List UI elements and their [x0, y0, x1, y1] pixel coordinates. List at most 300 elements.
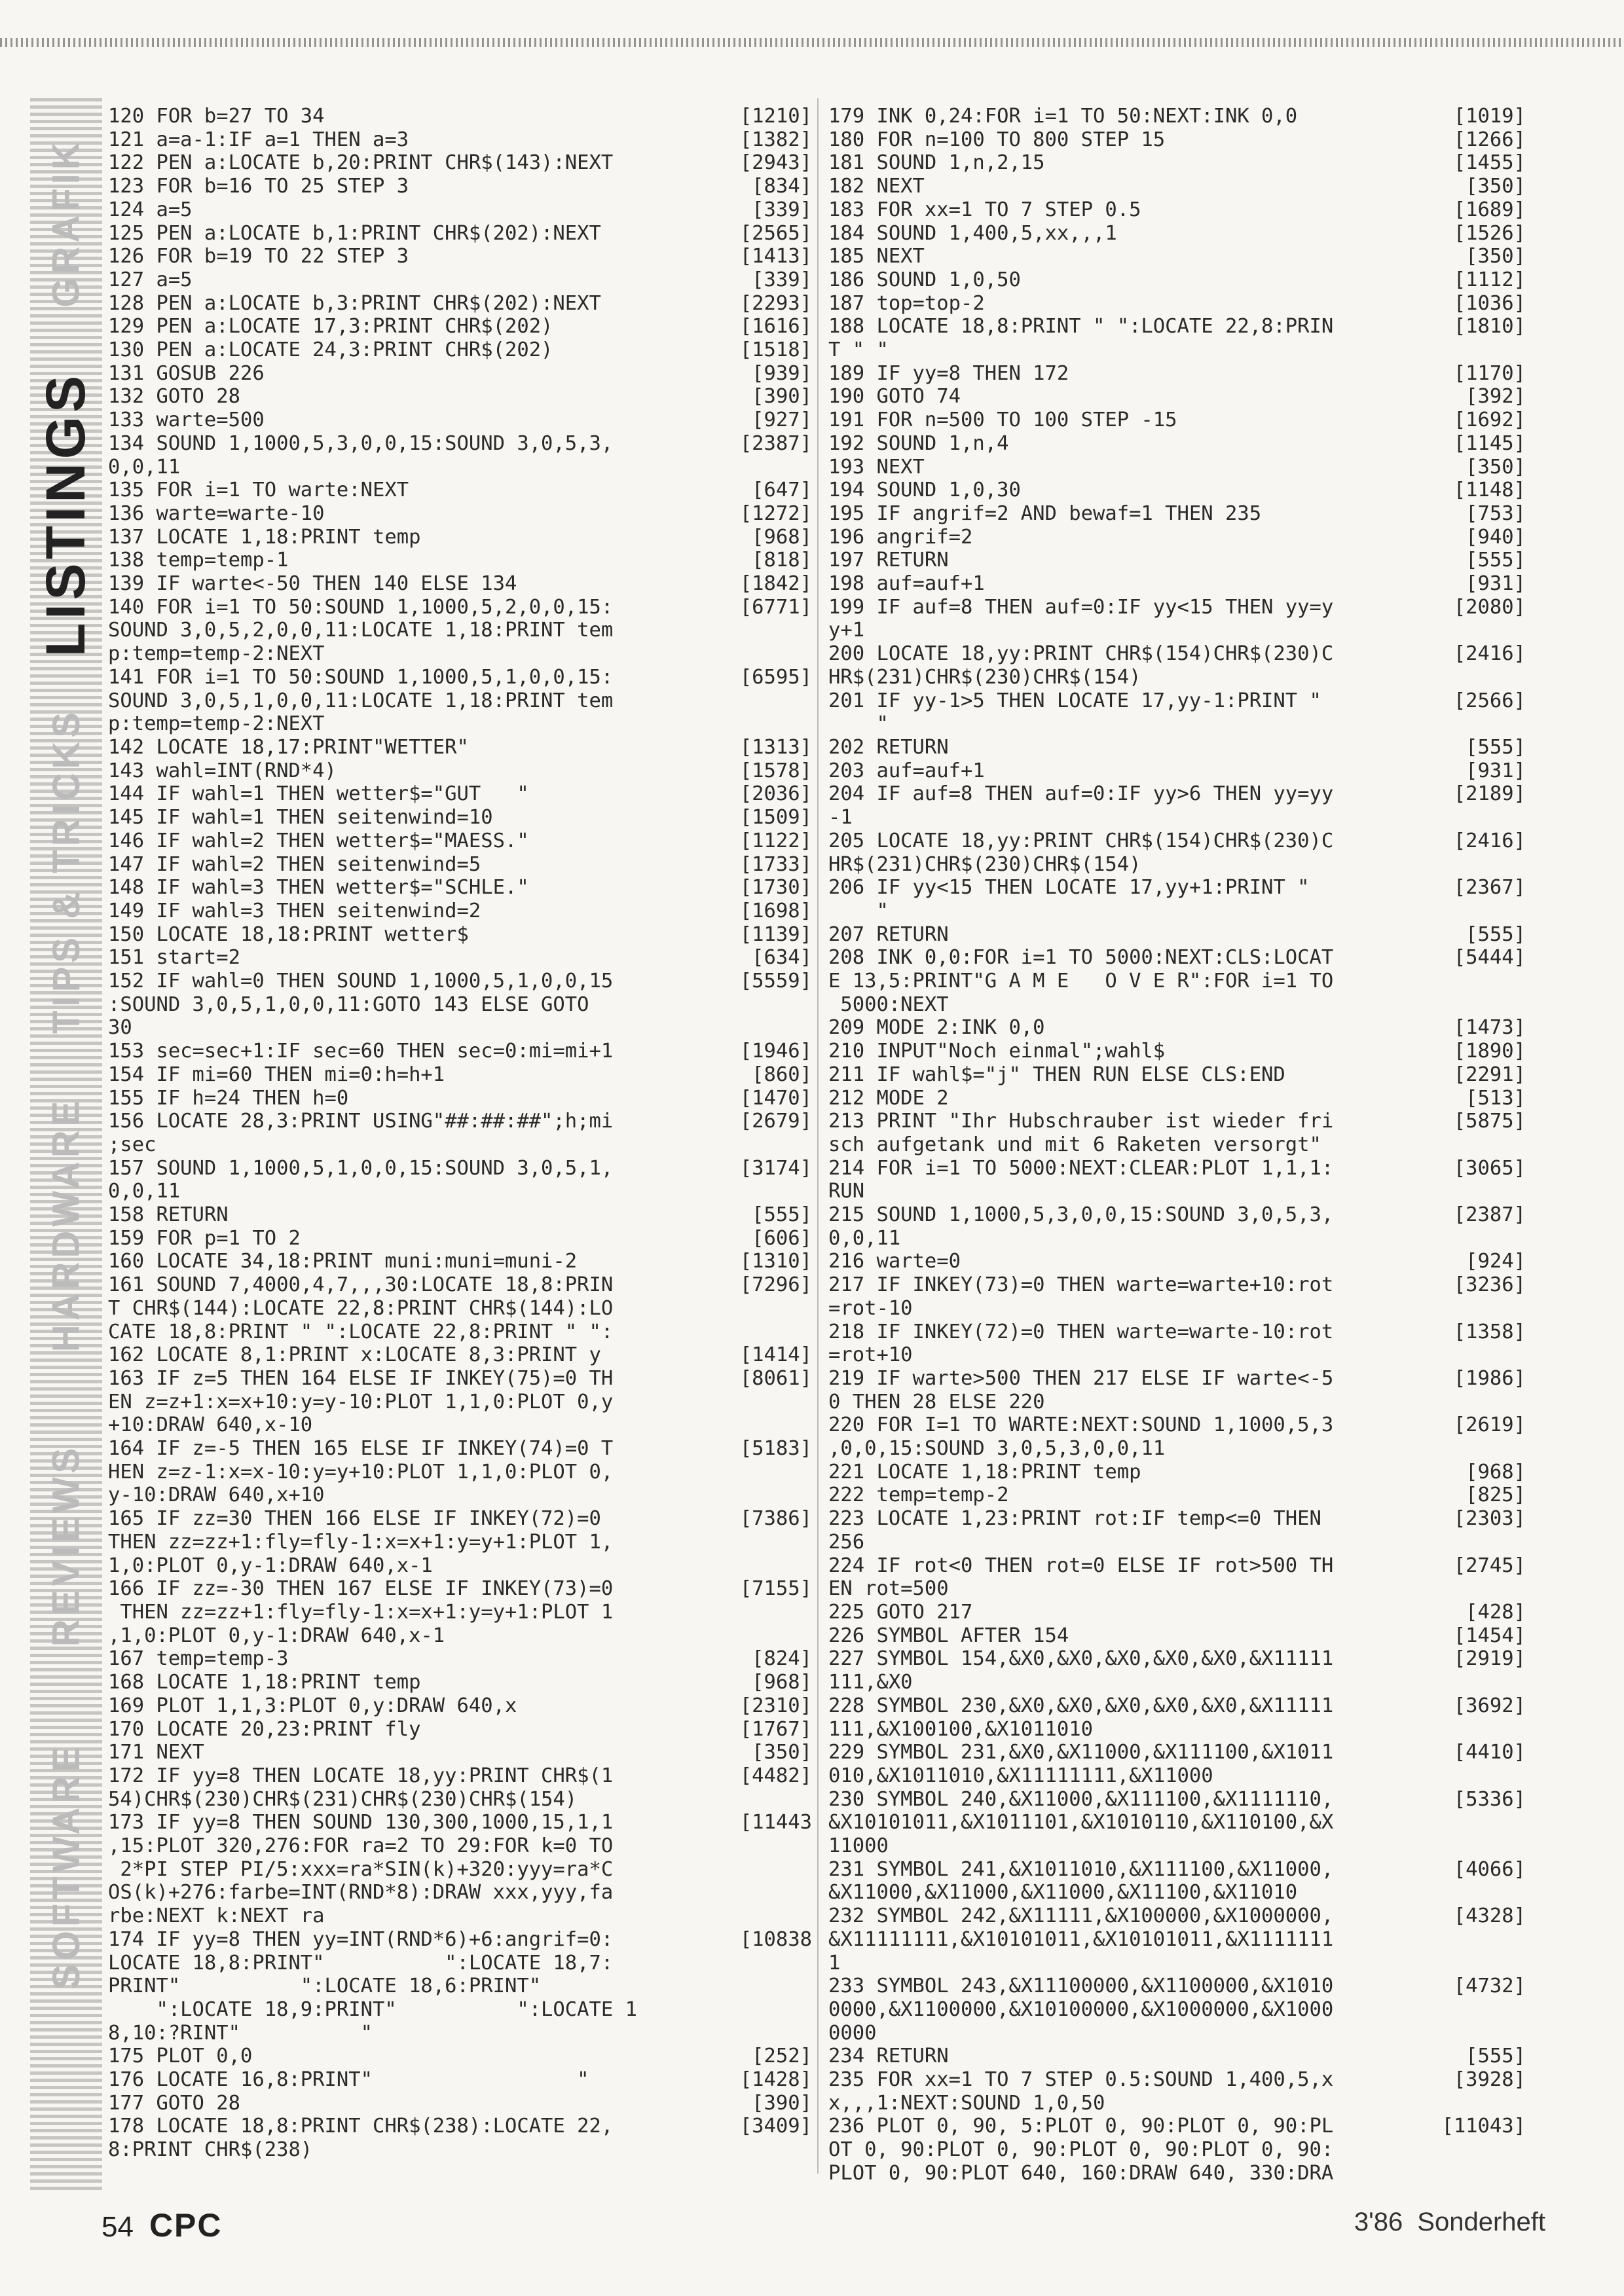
code-line — [108, 970, 812, 993]
checksum: [1036] — [1453, 291, 1526, 315]
checksum: [1112] — [1453, 268, 1526, 291]
code-line — [828, 1858, 1526, 1882]
code-text: 0 THEN 28 ELSE 220 — [828, 1390, 1045, 1413]
checksum: [647] — [752, 479, 812, 502]
code-line — [828, 1110, 1526, 1133]
checksum: [1509] — [739, 806, 812, 829]
code-text: THEN zz=zz+1:fly=fly-1:x=x+1:y=y+1:PLOT 1 — [108, 1601, 614, 1624]
code-text: 0,0,11 — [108, 455, 181, 479]
code-line — [108, 619, 812, 642]
code-text: 133 warte=500 — [108, 409, 265, 432]
code-line — [828, 1297, 1526, 1321]
code-text: 173 IF yy=8 THEN SOUND 130,300,1000,15,1,1 — [108, 1811, 614, 1834]
code-text: ,15:PLOT 320,276:FOR ra=2 TO 29:FOR k=0 TO — [108, 1834, 614, 1858]
code-text: 234 RETURN — [828, 2045, 949, 2068]
code-text: 0000 — [828, 2021, 877, 2045]
code-text: 143 wahl=INT(RND*4) — [108, 759, 337, 782]
code-text: 131 GOSUB 226 — [108, 361, 265, 385]
code-text: T CHR$(144):LOCATE 22,8:PRINT CHR$(144):LO — [108, 1296, 614, 1320]
checksum: [968] — [752, 525, 812, 549]
code-line — [828, 1904, 1526, 1928]
code-line — [108, 736, 812, 759]
code-text: 129 PEN a:LOCATE 17,3:PRINT CHR$(202) — [108, 315, 553, 338]
code-text: 230 SYMBOL 240,&X11000,&X111100,&X1111110, — [828, 1787, 1334, 1811]
checksum: [1692] — [1453, 409, 1526, 432]
code-text: 236 PLOT 0, 90, 5:PLOT 0, 90:PLOT 0, 90:PL — [828, 2115, 1334, 2138]
code-text: 126 FOR b=19 TO 22 STEP 3 — [108, 245, 409, 268]
code-text: 190 GOTO 74 — [828, 385, 961, 409]
code-line — [108, 1811, 812, 1834]
code-line — [828, 642, 1526, 666]
code-text: 144 IF wahl=1 THEN wetter$="GUT " — [108, 782, 529, 806]
checksum: [350] — [1466, 245, 1526, 268]
code-text: 161 SOUND 7,4000,4,7,,,30:LOCATE 18,8:PRIN — [108, 1273, 614, 1297]
code-text: " — [828, 899, 889, 922]
code-line — [108, 362, 812, 386]
code-text: 136 warte=warte-10 — [108, 501, 325, 525]
code-line — [108, 946, 812, 970]
code-line — [108, 1858, 812, 1882]
code-text: 198 auf=auf+1 — [828, 572, 985, 596]
issue-number: 3'86 — [1354, 2208, 1403, 2236]
code-text: 229 SYMBOL 231,&X0,&X11000,&X111100,&X1011 — [828, 1741, 1334, 1764]
code-line — [828, 292, 1526, 316]
code-line — [828, 596, 1526, 619]
code-line — [828, 806, 1526, 829]
code-text: 232 SYMBOL 242,&X11111,&X100000,&X1000000, — [828, 1904, 1334, 1928]
code-text: 175 PLOT 0,0 — [108, 2045, 253, 2068]
code-line — [828, 1624, 1526, 1648]
checksum: [2291] — [1453, 1063, 1526, 1086]
checksum: [350] — [752, 1741, 812, 1764]
code-line — [828, 1461, 1526, 1484]
checksum: [1148] — [1453, 479, 1526, 502]
code-text: 132 GOTO 28 — [108, 385, 240, 409]
code-line — [108, 1367, 812, 1391]
code-line — [828, 502, 1526, 526]
code-text: T " " — [828, 338, 889, 362]
listing-column-left — [108, 105, 812, 2162]
code-line — [828, 923, 1526, 947]
code-text: 228 SYMBOL 230,&X0,&X0,&X0,&X0,&X0,&X11111 — [828, 1694, 1334, 1717]
code-text: 155 IF h=24 THEN h=0 — [108, 1086, 349, 1110]
checksum: [350] — [1466, 175, 1526, 198]
code-line — [108, 642, 812, 666]
code-text: y+1 — [828, 619, 865, 642]
code-line — [828, 1203, 1526, 1227]
code-line — [828, 1507, 1526, 1531]
code-line — [108, 689, 812, 713]
code-line — [108, 409, 812, 432]
checksum: [350] — [1466, 455, 1526, 479]
checksum: [939] — [752, 361, 812, 385]
code-line — [828, 1250, 1526, 1273]
code-line — [828, 1367, 1526, 1391]
code-line — [828, 526, 1526, 549]
code-text: 223 LOCATE 1,23:PRINT rot:IF temp<=0 THEN — [828, 1507, 1321, 1531]
code-line — [828, 1484, 1526, 1507]
code-line — [108, 829, 812, 853]
code-line — [108, 315, 812, 338]
code-text: 219 IF warte>500 THEN 217 ELSE IF warte<-5 — [828, 1366, 1334, 1390]
code-line — [108, 1975, 812, 1998]
code-text: SOUND 3,0,5,1,0,0,11:LOCATE 1,18:PRINT tem — [108, 689, 614, 712]
code-text: ,0,0,15:SOUND 3,0,5,3,0,0,11 — [828, 1437, 1166, 1461]
code-line — [108, 105, 812, 128]
checksum: [1170] — [1453, 361, 1526, 385]
code-line — [108, 1904, 812, 1928]
code-line — [108, 1647, 812, 1671]
code-line — [108, 151, 812, 175]
checksum: [1616] — [739, 315, 812, 338]
checksum: [924] — [1466, 1250, 1526, 1273]
code-line — [828, 338, 1526, 362]
checksum: [2293] — [739, 291, 812, 315]
code-line — [108, 923, 812, 947]
code-text: rbe:NEXT k:NEXT ra — [108, 1904, 325, 1928]
checksum: [11443 — [739, 1811, 812, 1834]
code-line — [108, 572, 812, 596]
code-line — [108, 1227, 812, 1250]
code-text: 203 auf=auf+1 — [828, 759, 985, 782]
checksum: [513] — [1466, 1086, 1526, 1110]
code-text: 137 LOCATE 1,18:PRINT temp — [108, 525, 421, 549]
code-text: 168 LOCATE 1,18:PRINT temp — [108, 1671, 421, 1694]
checksum: [1689] — [1453, 198, 1526, 221]
code-line — [108, 245, 812, 268]
code-line — [108, 2115, 812, 2138]
code-text: 111,&X0 — [828, 1671, 913, 1694]
code-line — [828, 1063, 1526, 1087]
magazine-logo: CPC — [149, 2207, 223, 2244]
checksum: [2679] — [739, 1110, 812, 1133]
code-text: :SOUND 3,0,5,1,0,0,11:GOTO 143 ELSE GOTO — [108, 993, 589, 1016]
code-line — [828, 1928, 1526, 1952]
checksum: [2416] — [1453, 642, 1526, 666]
checksum: [931] — [1466, 759, 1526, 782]
code-text: 212 MODE 2 — [828, 1086, 949, 1110]
code-text: 181 SOUND 1,n,2,15 — [828, 151, 1045, 175]
code-line — [828, 128, 1526, 152]
code-text: 5000:NEXT — [828, 993, 949, 1016]
code-text: 138 temp=temp-1 — [108, 549, 289, 572]
code-line — [108, 1928, 812, 1952]
checksum: [555] — [1466, 549, 1526, 572]
checksum: [1730] — [739, 876, 812, 900]
checksum: [968] — [752, 1671, 812, 1694]
code-line — [828, 2022, 1526, 2045]
code-text: 0,0,11 — [828, 1226, 901, 1250]
code-text: 182 NEXT — [828, 175, 925, 198]
code-text: 170 LOCATE 20,23:PRINT fly — [108, 1717, 421, 1741]
code-line — [828, 689, 1526, 713]
sidebar-section-hardware: HARDWARE — [45, 1097, 88, 1352]
code-text: 11000 — [828, 1834, 889, 1858]
checksum: [390] — [752, 385, 812, 409]
checksum: [392] — [1466, 385, 1526, 409]
checksum: [2036] — [739, 782, 812, 806]
code-line — [108, 1998, 812, 2022]
code-line — [828, 2138, 1526, 2162]
code-line — [828, 900, 1526, 923]
code-line — [828, 456, 1526, 479]
checksum: [2565] — [739, 221, 812, 245]
code-text: 8:PRINT CHR$(238) — [108, 2138, 313, 2162]
code-text: 186 SOUND 1,0,50 — [828, 268, 1021, 291]
code-line — [108, 782, 812, 806]
checksum: [1733] — [739, 852, 812, 876]
code-line — [828, 1554, 1526, 1578]
code-text: 177 GOTO 28 — [108, 2091, 240, 2115]
sidebar-section-software: SOFTWARE — [45, 1742, 88, 1990]
code-line — [108, 1413, 812, 1437]
code-text: 160 LOCATE 34,18:PRINT muni:muni=muni-2 — [108, 1250, 578, 1273]
code-line — [828, 1087, 1526, 1110]
top-rule — [0, 38, 1624, 47]
code-line — [108, 502, 812, 526]
code-line — [828, 1952, 1526, 1975]
code-text: 176 LOCATE 16,8:PRINT" " — [108, 2068, 589, 2092]
code-line — [828, 362, 1526, 386]
code-line — [828, 1133, 1526, 1157]
code-text: THEN zz=zz+1:fly=fly-1:x=x+1:y=y+1:PLOT 1, — [108, 1530, 614, 1554]
code-text: 185 NEXT — [828, 245, 925, 268]
code-line — [828, 736, 1526, 759]
code-text: 146 IF wahl=2 THEN wetter$="MAESS." — [108, 829, 529, 852]
code-line — [828, 1531, 1526, 1554]
code-text: 0000,&X1100000,&X10100000,&X1000000,&X1000 — [828, 1997, 1334, 2021]
sidebar-section-tips: TIPS & TRICKS — [45, 708, 88, 1034]
code-text: 8,10:?RINT" " — [108, 2021, 373, 2045]
code-text: 199 IF auf=8 THEN auf=0:IF yy<15 THEN yy=y — [828, 595, 1334, 619]
code-text: RUN — [828, 1180, 865, 1203]
code-line — [108, 2022, 812, 2045]
checksum: [4732] — [1453, 1975, 1526, 1998]
code-line — [828, 1180, 1526, 1203]
checksum: [2566] — [1453, 689, 1526, 712]
code-line — [108, 2138, 812, 2162]
code-line — [108, 1624, 812, 1648]
checksum: [339] — [752, 268, 812, 291]
code-text: 174 IF yy=8 THEN yy=INT(RND*6)+6:angrif=0: — [108, 1927, 614, 1951]
code-text: 156 LOCATE 28,3:PRINT USING"##:##:##";h;mi — [108, 1110, 614, 1133]
code-text: 204 IF auf=8 THEN auf=0:IF yy>6 THEN yy=yy — [828, 782, 1334, 806]
code-line — [108, 432, 812, 456]
code-line — [828, 2162, 1526, 2185]
code-line — [828, 1741, 1526, 1764]
code-text: 151 start=2 — [108, 946, 240, 970]
code-text: 167 temp=temp-3 — [108, 1647, 289, 1671]
page-footer-left — [101, 2206, 223, 2244]
code-line — [828, 175, 1526, 198]
code-text: 125 PEN a:LOCATE b,1:PRINT CHR$(202):NEXT — [108, 221, 601, 245]
checksum: [2919] — [1453, 1647, 1526, 1671]
code-text: 216 warte=0 — [828, 1250, 961, 1273]
code-text: 211 IF wahl$="j" THEN RUN ELSE CLS:END — [828, 1063, 1285, 1086]
code-line — [828, 1811, 1526, 1834]
code-line — [108, 479, 812, 502]
code-line — [108, 1040, 812, 1063]
code-line — [828, 619, 1526, 642]
code-text: sch aufgetank und mit 6 Raketen versorgt" — [828, 1133, 1321, 1156]
code-text: 128 PEN a:LOCATE b,3:PRINT CHR$(202):NEXT — [108, 291, 601, 315]
checksum: [927] — [752, 409, 812, 432]
code-text: 169 PLOT 1,1,3:PLOT 0,y:DRAW 640,x — [108, 1694, 517, 1717]
checksum: [4066] — [1453, 1857, 1526, 1881]
checksum: [1019] — [1453, 105, 1526, 128]
code-text: PRINT" ":LOCATE 18,6:PRINT" — [108, 1975, 542, 1998]
code-text: &X11111111,&X10101011,&X10101011,&X1111111 — [828, 1927, 1334, 1951]
checksum: [1455] — [1453, 151, 1526, 175]
checksum: [11043] — [1441, 2115, 1526, 2138]
code-line — [828, 666, 1526, 689]
code-text: 208 INK 0,0:FOR i=1 TO 5000:NEXT:CLS:LOCAT — [828, 946, 1334, 970]
code-line — [108, 993, 812, 1017]
code-text: 217 IF INKEY(73)=0 THEN warte=warte+10:rot — [828, 1273, 1334, 1297]
checksum: [634] — [752, 946, 812, 970]
checksum: [1767] — [739, 1717, 812, 1741]
code-line — [108, 1250, 812, 1273]
code-text: 209 MODE 2:INK 0,0 — [828, 1016, 1045, 1040]
code-line — [828, 1273, 1526, 1297]
code-text: LOCATE 18,8:PRINT" ":LOCATE 18,7: — [108, 1951, 614, 1975]
checksum: [1358] — [1453, 1320, 1526, 1343]
checksum: [1272] — [739, 501, 812, 525]
checksum: [3692] — [1453, 1694, 1526, 1717]
code-line — [828, 1016, 1526, 1040]
code-text: 148 IF wahl=3 THEN wetter$="SCHLE." — [108, 876, 529, 900]
code-line — [108, 292, 812, 316]
code-line — [828, 876, 1526, 900]
checksum: [5875] — [1453, 1110, 1526, 1133]
sidebar-section-listings: LISTINGS — [35, 371, 97, 657]
code-line — [828, 1321, 1526, 1344]
checksum: [1698] — [739, 899, 812, 922]
code-text: 183 FOR xx=1 TO 7 STEP 0.5 — [828, 198, 1141, 221]
code-text: OT 0, 90:PLOT 0, 90:PLOT 0, 90:PLOT 0, 90: — [828, 2138, 1334, 2162]
checksum: [1470] — [739, 1086, 812, 1110]
code-text: 127 a=5 — [108, 268, 193, 291]
code-line — [108, 1180, 812, 1203]
checksum: [753] — [1466, 501, 1526, 525]
code-line — [108, 1016, 812, 1040]
code-line — [828, 1601, 1526, 1624]
code-text: 124 a=5 — [108, 198, 193, 221]
checksum: [1310] — [739, 1250, 812, 1273]
code-line — [108, 2068, 812, 2092]
code-line — [108, 198, 812, 222]
code-text: 191 FOR n=500 TO 100 STEP -15 — [828, 409, 1177, 432]
code-text: 2*PI STEP PI/5:xxx=ra*SIN(k)+320:yyy=ra*C — [108, 1857, 614, 1881]
code-text: p:temp=temp-2:NEXT — [108, 642, 325, 666]
checksum: [252] — [752, 2045, 812, 2068]
code-text: 111,&X100100,&X1011010 — [828, 1717, 1093, 1741]
code-text: &X10101011,&X1011101,&X1010110,&X110100,&X — [828, 1811, 1334, 1834]
checksum: [824] — [752, 1647, 812, 1671]
code-text: HEN z=z-1:x=x-10:y=y+10:PLOT 1,1,0:PLOT 0, — [108, 1460, 614, 1484]
code-line — [828, 479, 1526, 502]
code-text: EN z=z+1:x=x+10:y=y-10:PLOT 1,1,0:PLOT 0,y — [108, 1390, 614, 1413]
code-text: 200 LOCATE 18,yy:PRINT CHR$(154)CHR$(230)C — [828, 642, 1334, 666]
code-line — [828, 1671, 1526, 1694]
code-text: 1 — [828, 1951, 841, 1975]
code-line — [108, 2092, 812, 2115]
code-text: p:temp=temp-2:NEXT — [108, 712, 325, 736]
code-line — [108, 1157, 812, 1180]
code-text: 121 a=a-1:IF a=1 THEN a=3 — [108, 128, 409, 151]
code-line — [108, 806, 812, 829]
listing-column-right — [828, 105, 1526, 2185]
code-text: 227 SYMBOL 154,&X0,&X0,&X0,&X0,&X0,&X11111 — [828, 1647, 1334, 1671]
code-text: 172 IF yy=8 THEN LOCATE 18,yy:PRINT CHR$(1 — [108, 1764, 614, 1787]
checksum: [825] — [1466, 1484, 1526, 1507]
checksum: [4410] — [1453, 1741, 1526, 1764]
code-text: 139 IF warte<-50 THEN 140 ELSE 134 — [108, 572, 517, 596]
checksum: [8061] — [739, 1366, 812, 1390]
code-text: 120 FOR b=27 TO 34 — [108, 105, 325, 128]
code-line — [108, 1952, 812, 1975]
code-line — [108, 900, 812, 923]
code-text: 179 INK 0,24:FOR i=1 TO 50:NEXT:INK 0,0 — [828, 105, 1298, 128]
code-line — [108, 1671, 812, 1694]
checksum: [1986] — [1453, 1366, 1526, 1390]
code-line — [108, 1531, 812, 1554]
code-line — [828, 1040, 1526, 1063]
checksum: [7155] — [739, 1577, 812, 1601]
code-line — [828, 1227, 1526, 1250]
checksum: [2387] — [739, 431, 812, 455]
code-text: =rot-10 — [828, 1296, 913, 1320]
code-text: 192 SOUND 1,n,4 — [828, 431, 1009, 455]
code-line — [828, 385, 1526, 409]
code-text: 150 LOCATE 18,18:PRINT wetter$ — [108, 922, 469, 946]
code-line — [108, 1484, 812, 1507]
code-text: =rot+10 — [828, 1343, 913, 1367]
checksum: [6595] — [739, 665, 812, 689]
code-text: x,,,1:NEXT:SOUND 1,0,50 — [828, 2091, 1105, 2115]
sidebar-section-grafik: GRAFIK — [45, 137, 88, 308]
code-line — [828, 1998, 1526, 2022]
checksum: [6771] — [739, 595, 812, 619]
checksum: [2745] — [1453, 1554, 1526, 1577]
code-text: 256 — [828, 1530, 865, 1554]
checksum: [1454] — [1453, 1624, 1526, 1647]
checksum: [2943] — [739, 151, 812, 175]
code-line — [828, 1157, 1526, 1180]
code-text: 134 SOUND 1,1000,5,3,0,0,15:SOUND 3,0,5,3, — [108, 431, 614, 455]
code-text: 149 IF wahl=3 THEN seitenwind=2 — [108, 899, 481, 922]
code-line — [828, 1975, 1526, 1998]
code-line — [828, 245, 1526, 268]
code-text: 141 FOR i=1 TO 50:SOUND 1,1000,5,1,0,0,15: — [108, 665, 614, 689]
code-line — [108, 1881, 812, 1904]
code-line — [828, 315, 1526, 338]
code-text: 135 FOR i=1 TO warte:NEXT — [108, 479, 409, 502]
checksum: [1473] — [1453, 1016, 1526, 1040]
code-text: 164 IF z=-5 THEN 165 ELSE IF INKEY(74)=0 T — [108, 1437, 614, 1461]
code-line — [828, 1788, 1526, 1812]
code-text: 140 FOR i=1 TO 50:SOUND 1,1000,5,2,0,0,15: — [108, 595, 614, 619]
code-text: &X11000,&X11000,&X11000,&X11100,&X11010 — [828, 1881, 1298, 1904]
code-line — [108, 1321, 812, 1344]
checksum: [4328] — [1453, 1904, 1526, 1928]
checksum: [818] — [752, 549, 812, 572]
code-text: 152 IF wahl=0 THEN SOUND 1,1000,5,1,0,0,15 — [108, 970, 614, 993]
checksum: [3409] — [739, 2115, 812, 2138]
code-text: 171 NEXT — [108, 1741, 204, 1764]
code-line — [828, 1577, 1526, 1601]
code-line — [828, 409, 1526, 432]
